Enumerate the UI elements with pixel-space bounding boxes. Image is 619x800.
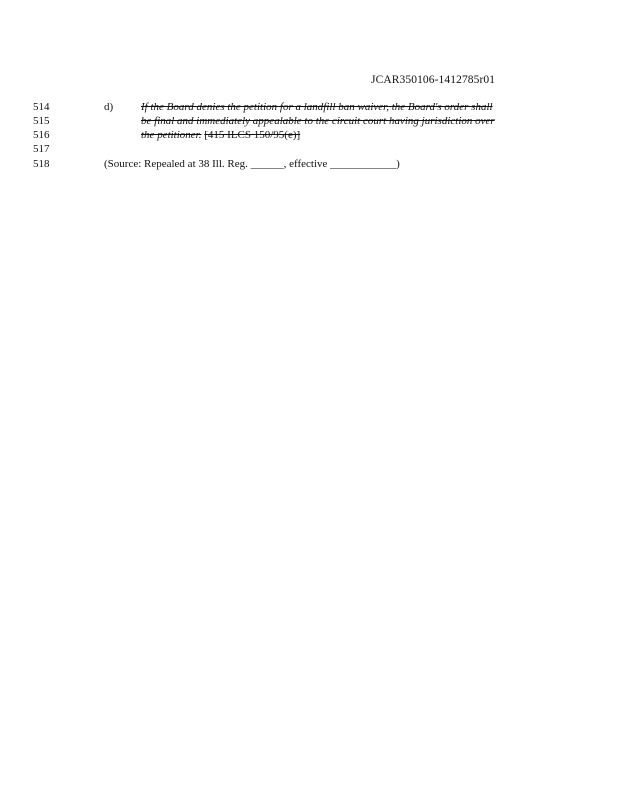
struck-text-line-1: If the Board denies the petition for a landfill ban waiver, the Board's order shall	[141, 101, 493, 113]
struck-text-line-2: be final and immediately appealable to the circuit court having jurisdiction over	[141, 115, 495, 127]
struck-text-italic: the petitioner.	[141, 129, 202, 141]
line-number: 516	[33, 129, 50, 141]
subsection-label: d)	[104, 101, 114, 113]
line-number: 517	[33, 143, 50, 155]
line-number: 515	[33, 115, 50, 127]
line-number: 514	[33, 101, 50, 113]
struck-text-line-3	[141, 128, 300, 142]
source-note: (Source: Repealed at 38 Ill. Reg. ______, effective ____________)	[104, 158, 400, 170]
document-code: JCAR350106-1412785r01	[371, 74, 496, 86]
line-number: 518	[33, 158, 50, 170]
struck-citation: [415 ILCS 150/95(e)]	[204, 129, 301, 141]
